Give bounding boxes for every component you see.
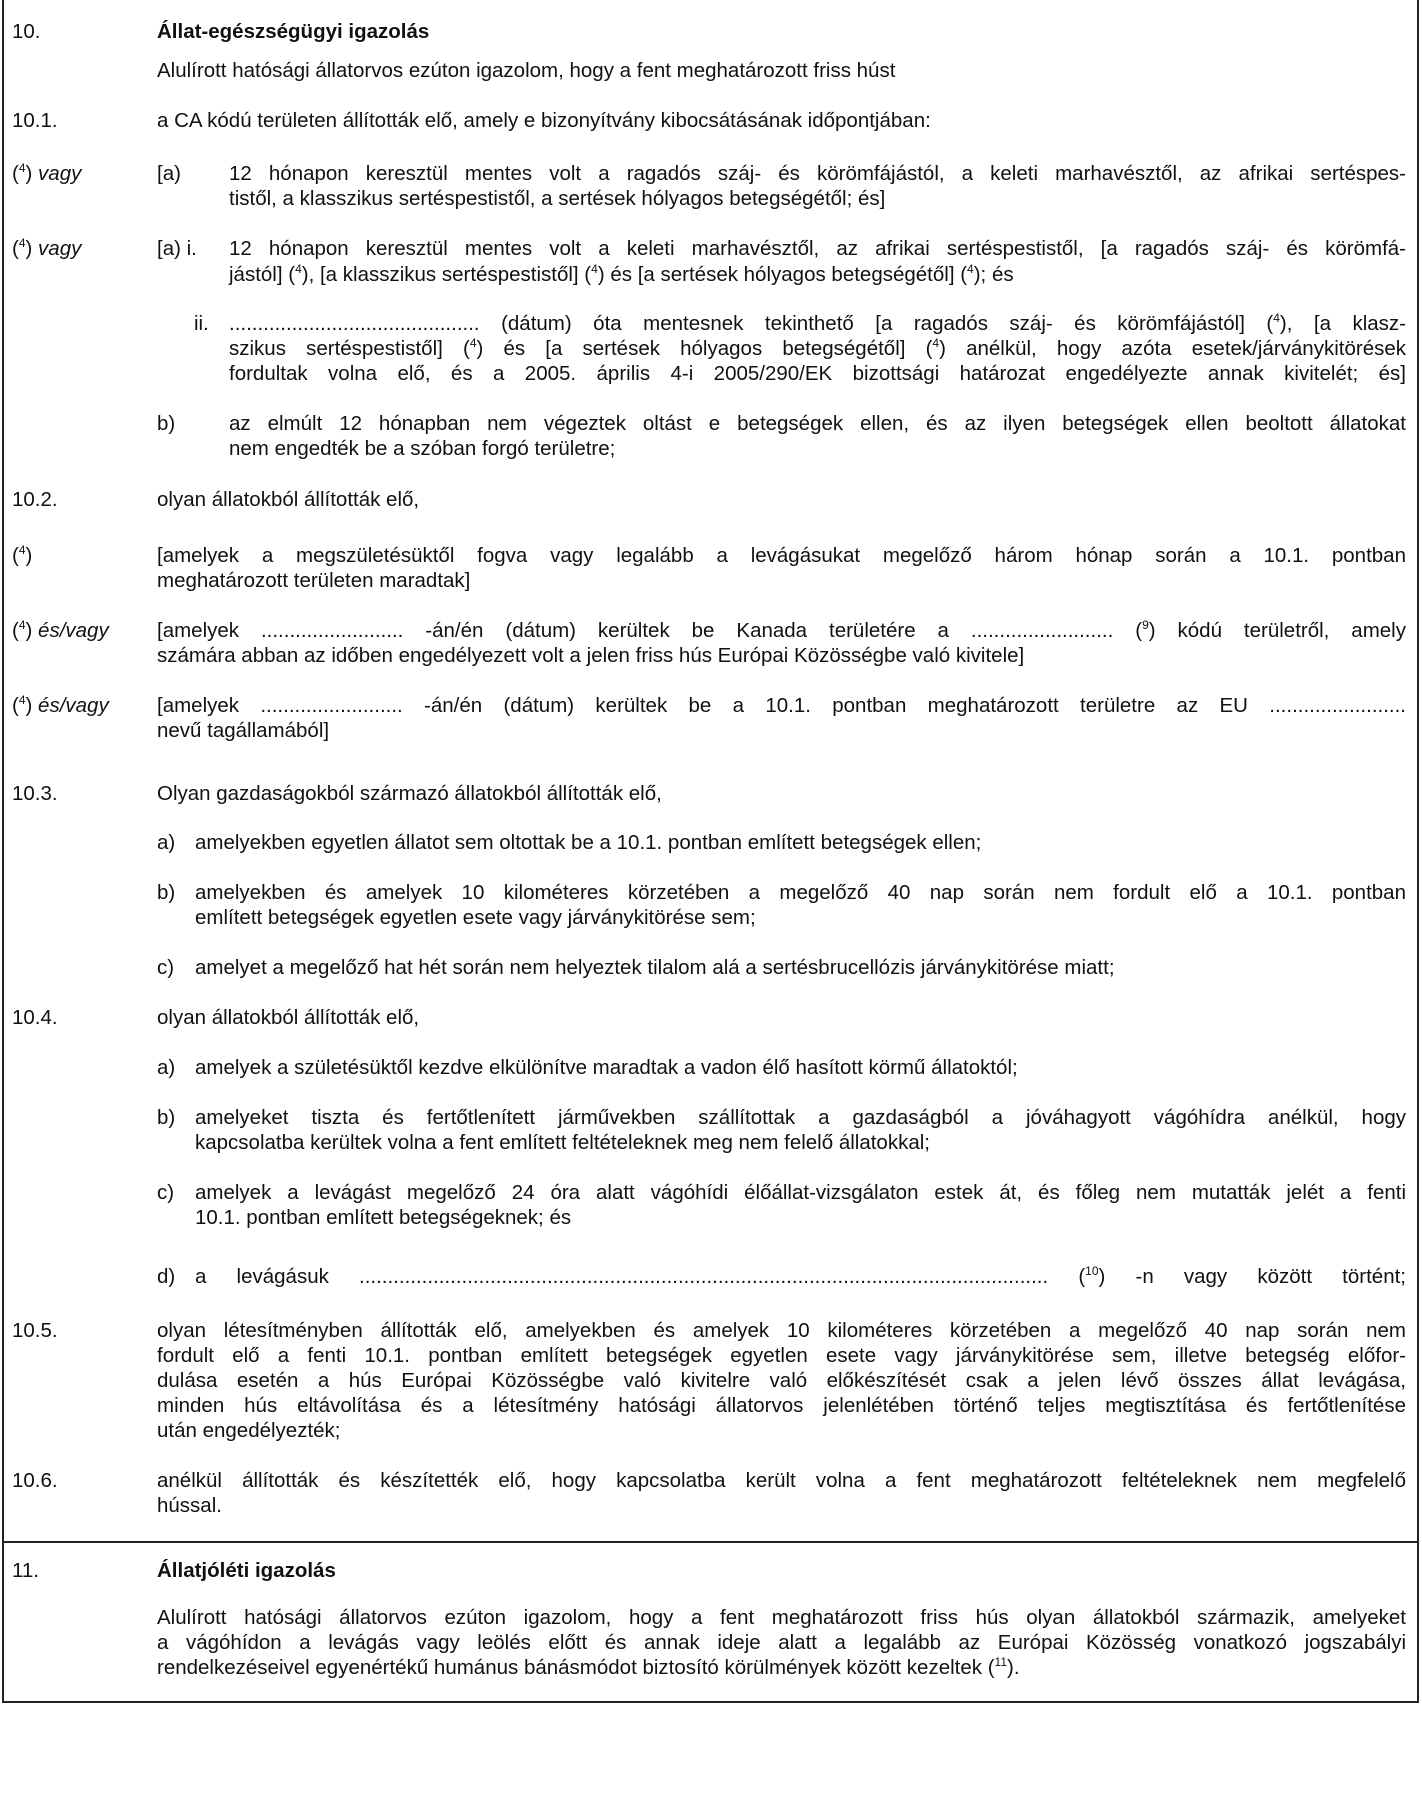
s103-c-label: c) [157, 956, 175, 979]
o3-line1: [amelyek ......................... -án/én (dátum) kerültek be a 10.1. pontban meghatározott területre az EU ........................ [157, 694, 1406, 717]
ii-line2: szikus sertéspestistől] ($^4$) és [a sertések hólyagos betegségétől] ($^4$) anélkül, hogy azóta esetek/járványkitörések [229, 336, 1406, 360]
alt1-line2: tistől, a klasszikus sertéspestistől, a sertések hólyagos betegségétől; és] [229, 187, 886, 210]
alt1-marker: ($^4$) vagy [12, 161, 82, 185]
s11-line3: rendelkezéseivel egyenértékű humánus bánásmódot biztosító körülmények között kezeltek ($^{11}$). [157, 1655, 1020, 1679]
s104-c-line1: amelyek a levágást megelőző 24 óra alatt vágóhídi élőállat-vizsgálaton estek át, és főleg nem mutatták jelét a fenti [195, 1181, 1406, 1204]
s104-c-label: c) [157, 1181, 175, 1204]
o2-marker: ($^4$) és/vagy [12, 618, 109, 642]
s103-b-label: b) [157, 881, 176, 904]
s105-line3: dulása esetén a hús Európai Közösségbe való kivitelre való előkészítését csak a jelen lévő összes állat levágása, [157, 1369, 1406, 1392]
ii-line3: fordultak volna elő, és a 2005. április 4-i 2005/290/EK bizottsági határozat engedélyezte annak kivitelét; és] [229, 362, 1406, 385]
s104-a-label: a) [157, 1056, 176, 1079]
s104-c-line2: 10.1. pontban említett betegségeknek; és [195, 1206, 572, 1229]
ii-label: ii. [194, 312, 209, 335]
section-10-1-text: a CA kódú területen állították elő, amely e bizonyítvány kibocsátásának időpontjában: [157, 109, 931, 132]
s103-b-line1: amelyekben és amelyek 10 kilométeres körzetében a megelőző 40 nap során nem fordult elő a 10.1. pontban [195, 881, 1406, 904]
section-10-5-number: 10.5. [12, 1319, 58, 1342]
alt2-marker: ($^4$) vagy [12, 236, 82, 260]
section-10-3-text: Olyan gazdaságokból származó állatokból állították elő, [157, 782, 662, 805]
s105-line1: olyan létesítményben állították elő, amelyekben és amelyek 10 kilométeres körzetében a megelőző 40 nap során nem [157, 1319, 1406, 1342]
o2-line2: számára abban az időben engedélyezett volt a jelen friss hús Európai Közösségbe való kivitele] [157, 644, 1025, 667]
section-divider [2, 1541, 1419, 1543]
alt1-line1: 12 hónapon keresztül mentes volt a ragadós száj- és körömfájástól, a keleti marhavésztől, az afrikai sertéspes- [229, 162, 1406, 185]
section-10-4-number: 10.4. [12, 1006, 58, 1029]
s104-a-line1: amelyek a születésüktől kezdve elkülönítve maradtak a vadon élő hasított körmű állatoktól; [195, 1056, 1018, 1079]
s103-a-label: a) [157, 831, 176, 854]
o1-marker: ($^4$) [12, 543, 33, 567]
section-10-title: Állat-egészségügyi igazolás [157, 20, 430, 43]
s104-b-label: b) [157, 1106, 176, 1129]
s104-b-line1: amelyeket tiszta és fertőtlenített járművekben szállítottak a gazdaságból a jóváhagyott vágóhídra anélkül, hogy [195, 1106, 1406, 1129]
b-line1: az elmúlt 12 hónapban nem végeztek oltást e betegségek ellen, és az ilyen betegségek ellen beoltott állatokat [229, 412, 1406, 435]
section-10-3-number: 10.3. [12, 782, 58, 805]
s104-b-line2: kapcsolatba kerültek volna a fent említett feltételeknek meg nem felelő állatokkal; [195, 1131, 930, 1154]
s106-line2: hússal. [157, 1494, 222, 1517]
section-11-title: Állatjóléti igazolás [157, 1559, 336, 1582]
section-10-2-text: olyan állatokból állították elő, [157, 488, 420, 511]
b-line2: nem engedték be a szóban forgó területre; [229, 437, 616, 460]
b-label: b) [157, 412, 176, 435]
s103-b-line2: említett betegségek egyetlen esete vagy járványkitörése sem; [195, 906, 756, 929]
alt2-line2: jástól] ($^4$), [a klasszikus sertéspestistől] ($^4$) és [a sertések hólyagos betegségétől] ($^4$); és [229, 262, 1014, 286]
s103-a-line1: amelyekben egyetlen állatot sem oltottak be a 10.1. pontban említett betegségek ellen; [195, 831, 982, 854]
o1-line2: meghatározott területen maradtak] [157, 569, 471, 592]
section-10-4-text: olyan állatokból állították elő, [157, 1006, 420, 1029]
s104-d-line1: a levágásuk ......................................................................................................................... ($^{10}$) -n vagy között történt; [195, 1264, 1406, 1288]
s11-line1: Alulírott hatósági állatorvos ezúton igazolom, hogy a fent meghatározott friss hús olyan állatokból származik, amelyeket [157, 1606, 1406, 1629]
ii-line1: ............................................ (dátum) óta mentesnek tekinthető [a ragadós száj- és körömfájástól] ($^4$), [a klasz- [229, 311, 1407, 335]
alt2-letter: [a) i. [157, 237, 197, 260]
s105-line5: után engedélyezték; [157, 1419, 341, 1442]
alt1-letter: [a) [157, 162, 181, 185]
s103-c-line1: amelyet a megelőző hat hét során nem helyeztek tilalom alá a sertésbrucellózis járványkitörése miatt; [195, 956, 1115, 979]
s105-line4: minden hús eltávolítása és a létesítmény hatósági állatorvos jelenlétében történő teljes megtisztítása és fertőtlenítése [157, 1394, 1406, 1417]
o2-line1: [amelyek ......................... -án/én (dátum) kerültek be Kanada területére a ......................... ($^9$) kódú területről, amely [157, 618, 1406, 642]
section-10-number: 10. [12, 20, 41, 43]
s104-d-label: d) [157, 1265, 176, 1288]
section-11-number: 11. [12, 1559, 39, 1582]
o3-line2: nevű tagállamából] [157, 719, 330, 742]
o3-marker: ($^4$) és/vagy [12, 693, 109, 717]
section-10-intro: Alulírott hatósági állatorvos ezúton igazolom, hogy a fent meghatározott friss húst [157, 59, 896, 82]
o1-line1: [amelyek a megszületésüktől fogva vagy legalább a levágásukat megelőző három hónap során a 10.1. pontban [157, 544, 1406, 567]
alt2-line1: 12 hónapon keresztül mentes volt a keleti marhavésztől, az afrikai sertéspestistől, [a ragadós száj- és körömfá- [229, 237, 1406, 260]
section-10-6-number: 10.6. [12, 1469, 58, 1492]
s11-line2: a vágóhídon a levágás vagy leölés előtt és annak ideje alatt a legalább az Európai Közösség vonatkozó jogszabályi [157, 1631, 1406, 1654]
s106-line1: anélkül állították és készítették elő, hogy kapcsolatba került volna a fent meghatározott feltételeknek nem megfelelő [157, 1469, 1406, 1492]
s105-line2: fordult elő a fenti 10.1. pontban említett betegségek egyetlen esete vagy járványkitörése sem, illetve betegség előfor- [157, 1344, 1406, 1367]
section-10-1-number: 10.1. [12, 109, 58, 132]
section-10-2-number: 10.2. [12, 488, 58, 511]
